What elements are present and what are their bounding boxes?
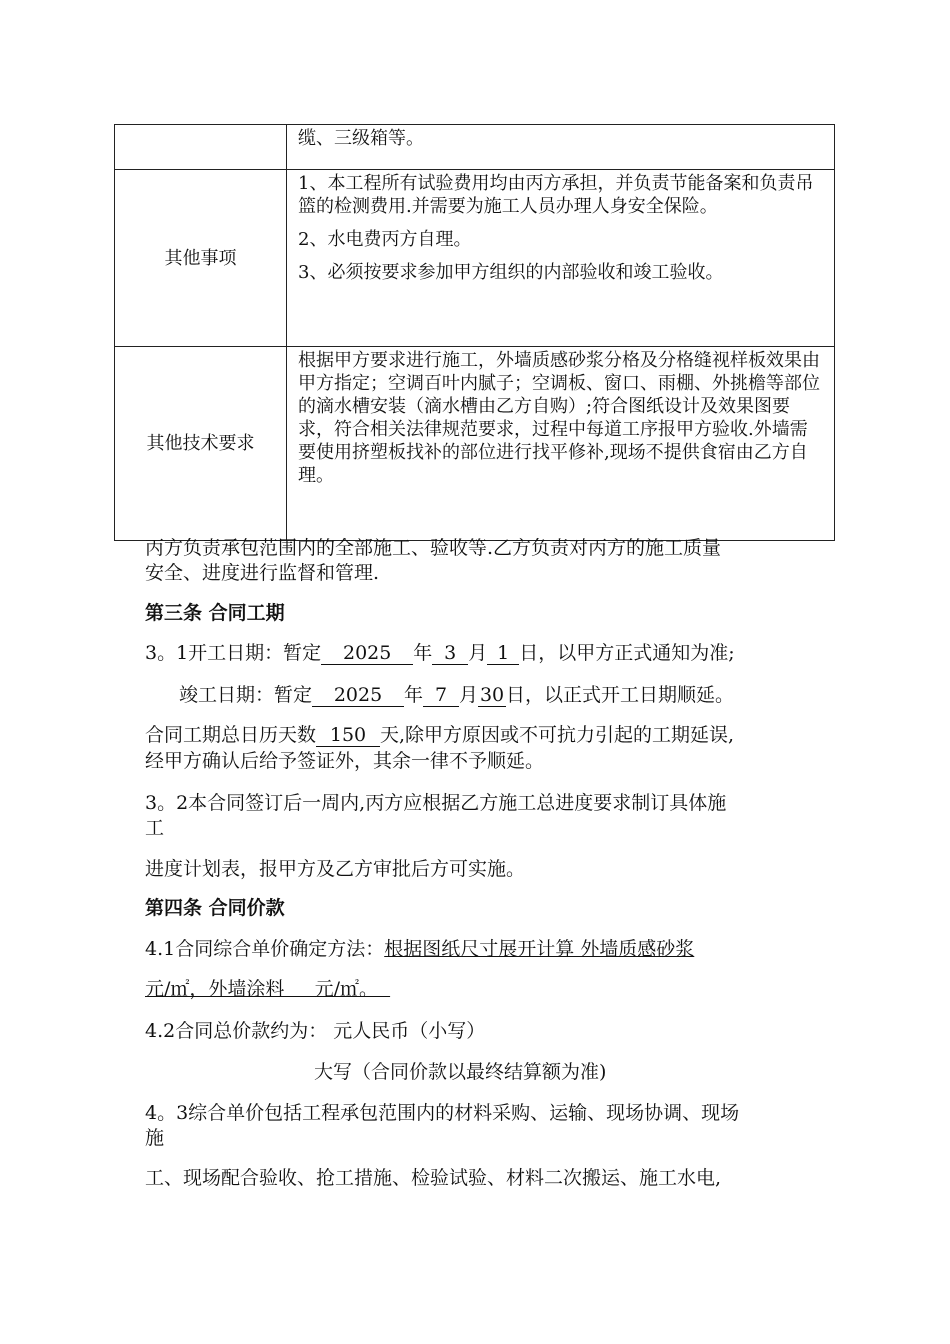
row-text: 缆、三级箱等。 [298, 128, 424, 149]
article-3-heading: 第三条 合同工期 [145, 602, 285, 624]
other-matter-item-2: 2、水电费丙方自理。 [298, 229, 472, 250]
schedule-clause-line-2: 工 [145, 817, 165, 839]
schedule-clause-line-1: 3。2本合同签订后一周内,丙方应根据乙方施工总进度要求制订具体施 [145, 792, 727, 814]
row-content-tech-requirements [287, 347, 835, 541]
start-month-field: 3 [432, 642, 468, 665]
row-label [115, 125, 287, 170]
contract-spec-table [114, 124, 835, 541]
unit-price-line-2: 元/㎡，外墙涂料 元/㎡。 [145, 978, 391, 1000]
total-price-uppercase-line: 大写（合同价款以最终结算额为准) [314, 1061, 607, 1083]
schedule-clause-line-3: 进度计划表，报甲方及乙方审批后方可实施。 [145, 858, 526, 880]
year-unit: 年 [404, 684, 424, 706]
unit-price-method-line [145, 934, 694, 961]
end-month-field: 7 [423, 684, 459, 707]
end-day-suffix: 日，以正式开工日期顺延。 [506, 684, 735, 706]
tech-requirements-text: 根据甲方要求进行施工，外墙质感砂浆分格及分格缝视样板效果由甲方指定；空调百叶内腻子；空调板、窗口、雨棚、外挑檐等部位的滴水槽安装（滴水槽由乙方自购）;符合图纸设计及效果图要求，符合相关法律规范要求，过程中每道工序报甲方验收.外墙需要使用挤塑板找补的部位进行找平修补,现场不提供食宿由乙方自理。 [298, 350, 820, 486]
other-matter-item-1: 1、本工程所有试验费用均由丙方承担，并负责节能备案和负责吊篮的检测费用.并需要为施工人员办理人身安全保险。 [298, 173, 814, 217]
start-year-field: 2025 [321, 642, 413, 665]
total-days-field: 150 [316, 724, 380, 747]
unit-price-scope-line-2: 施 [145, 1127, 165, 1149]
start-date-prefix: 3。1开工日期：暂定 [145, 642, 322, 664]
month-unit: 月 [468, 642, 488, 664]
end-date-prefix: 竣工日期：暂定 [179, 684, 313, 706]
end-year-field: 2025 [312, 684, 404, 707]
start-day-suffix: 日，以甲方正式通知为准; [519, 642, 735, 664]
unit-price-scope-line-3: 工、现场配合验收、抢工措施、检验试验、材料二次搬运、施工水电, [145, 1167, 722, 1189]
unit-price-prefix: 4.1合同综合单价确定方法： [145, 938, 385, 960]
row-content-other-matters [287, 170, 835, 347]
article-4-heading: 第四条 合同价款 [145, 897, 285, 919]
unit-price-method-text: 根据图纸尺寸展开计算 外墙质感砂浆 [384, 938, 695, 960]
start-date-line [145, 638, 735, 665]
responsibility-line-2: 安全、进度进行监督和管理. [145, 562, 380, 584]
row-label-tech-requirements: 其他技术要求 [115, 347, 287, 541]
other-matter-item-3: 3、必须按要求参加甲方组织的内部验收和竣工验收。 [298, 262, 724, 283]
year-unit: 年 [413, 642, 433, 664]
unit-price-scope-line-1: 4。3综合单价包括工程承包范围内的材料采购、运输、现场协调、现场 [145, 1102, 740, 1124]
table-row [115, 125, 835, 170]
table-row [115, 170, 835, 347]
total-days-suffix: 天,除甲方原因或不可抗力引起的工期延误, [380, 724, 735, 746]
table-row [115, 347, 835, 541]
responsibility-line-1: 丙方负责承包范围内的全部施工、验收等.乙方负责对丙方的施工质量 [145, 537, 722, 559]
total-days-line [145, 720, 734, 747]
end-day-field: 30 [479, 684, 505, 706]
month-unit: 月 [459, 684, 479, 706]
end-date-line [179, 680, 734, 707]
row-content [287, 125, 835, 170]
row-label-other-matters: 其他事项 [115, 170, 287, 347]
total-days-line-2: 经甲方确认后给予签证外，其余一律不予顺延。 [145, 750, 545, 772]
total-days-prefix: 合同工期总日历天数 [145, 724, 317, 746]
start-day-field: 1 [487, 642, 519, 665]
total-price-line: 4.2合同总价款约为： 元人民币（小写） [145, 1020, 486, 1042]
